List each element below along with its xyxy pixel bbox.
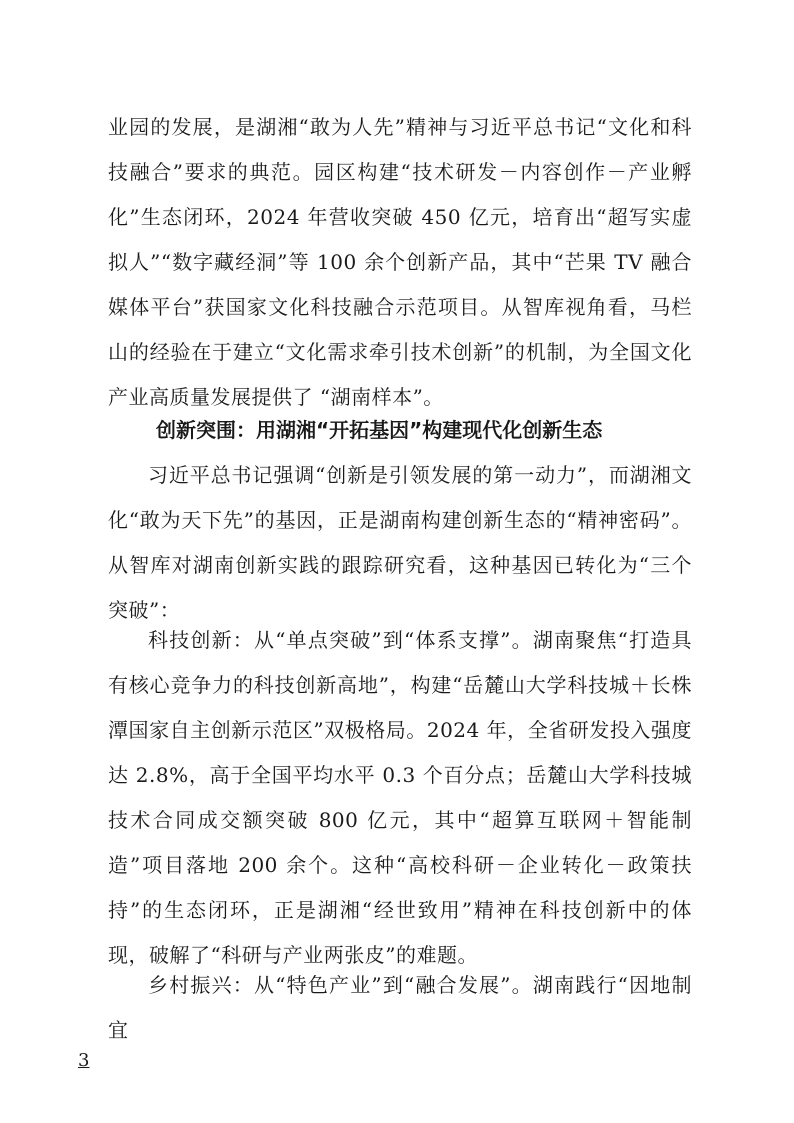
page-number: 3 [78, 1050, 90, 1071]
body-paragraph-3: 科技创新：从“单点突破”到“体系支撑”。湖南聚焦“打造具有核心竞争力的科技创新高地”，构建“岳麓山大学科技城＋长株潭国家自主创新示范区”双极格局。2024 年，全省研发投入强度达 2.8%，高于全国平均水平 0.3 个百分点；岳麓山大学科技城技术合同成交额突破 800 亿元，其中“超算互联网＋智能制造”项目落地 200 余个。这种“高校科研－企业转化－政策扶持”的生态闭环，正是湖湘“经世致用”精神在科技创新中的体现，破解了“科研与产业两张皮”的难题。 [108, 628, 692, 967]
body-paragraph-4: 乡村振兴：从“特色产业”到“融合发展”。湖南践行“因地制宜 [108, 973, 692, 1042]
body-paragraph-1: 业园的发展，是湖湘“敢为人先”精神与习近平总书记“文化和科技融合”要求的典范。园区构建“技术研发－内容创作－产业孵化”生态闭环，2024 年营收突破 450 亿元，培育出“超写实虚拟人”“数字藏经洞”等 100 余个创新产品，其中“芒果 TV 融合媒体平台”获国家文化科技融合示范项目。从智库视角看，马栏山的经验在于建立“文化需求牵引技术创新”的机制，为全国文化产业高质量发展提供了 “湖南样本”。 [108, 115, 692, 409]
body-paragraph-2: 习近平总书记强调“创新是引领发展的第一动力”，而湖湘文化“敢为天下先”的基因，正是湖南构建创新生态的“精神密码”。从智库对湖南创新实践的跟踪研究看，这种基因已转化为“三个突破”： [108, 463, 692, 622]
section-heading: 创新突围：用湖湘“开拓基因”构建现代化创新生态 [156, 418, 603, 442]
